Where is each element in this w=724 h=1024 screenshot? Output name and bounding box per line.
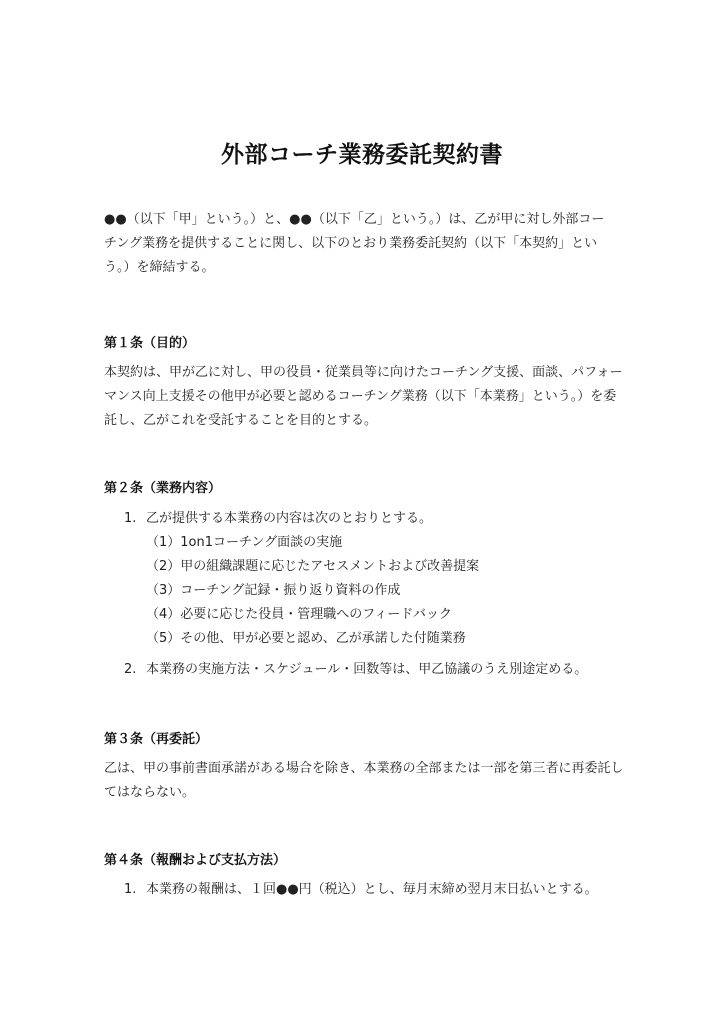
article-1-line: 本契約は、甲が乙に対し、甲の役員・従業員等に向けたコーチング支援、面談、パフォー — [104, 365, 623, 380]
item-number: 2. — [124, 662, 137, 677]
article-2-item-2 — [124, 658, 587, 682]
item-text: 乙が提供する本業務の内容は次のとおりとする。 — [146, 511, 433, 526]
item-text: 本業務の実施方法・スケジュール・回数等は、甲乙協議のうえ別途定める。 — [146, 662, 588, 677]
article-3-heading: 第３条（再委託） — [104, 732, 209, 747]
article-1-line: 託し、乙がこれを受託することを目的とする。 — [104, 413, 378, 428]
article-1-body — [104, 361, 624, 433]
article-3-line: てはならない。 — [104, 785, 196, 800]
article-1-heading: 第１条（目的） — [104, 336, 196, 351]
article-2-subitem-2: （2）甲の組織課題に応じたアセスメントおよび改善提案 — [146, 559, 480, 574]
article-3-body — [104, 757, 624, 805]
article-2-heading: 第２条（業務内容） — [104, 481, 222, 496]
item-text: 本業務の報酬は、１回●●円（税込）とし、毎月末締め翌月末日払いとする。 — [146, 882, 598, 897]
article-3-line: 乙は、甲の事前書面承諾がある場合を除き、本業務の全部または一部を第三者に再委託し — [104, 761, 624, 776]
preamble-line: ●●（以下「甲」という。）と、●●（以下「乙」という。）は、乙が甲に対し外部コー — [104, 212, 605, 227]
article-2-item-1 — [124, 507, 432, 531]
article-4-heading: 第４条（報酬および支払方法） — [104, 853, 287, 868]
article-2-subitem-3: （3）コーチング記録・振り返り資料の作成 — [146, 583, 401, 598]
article-2-subitem-1: （1）1on1コーチング面談の実施 — [146, 535, 343, 550]
article-2-subitem-4: （4）必要に応じた役員・管理職へのフィードバック — [146, 607, 452, 622]
article-4-item-1 — [124, 878, 598, 902]
document-title: 外部コーチ業務委託契約書 — [221, 142, 503, 168]
preamble — [104, 208, 624, 280]
preamble-line: う。）を締結する。 — [104, 260, 215, 275]
item-number: 1. — [124, 511, 137, 526]
article-1-line: マンス向上支援その他甲が必要と認めるコーチング業務（以下「本業務」という。）を委 — [104, 389, 617, 404]
item-number: 1. — [124, 882, 137, 897]
preamble-line: チング業務を提供することに関し、以下のとおり業務委託契約（以下「本契約」とい — [104, 236, 598, 251]
article-2-subitem-5: （5）その他、甲が必要と認め、乙が承諾した付随業務 — [146, 631, 466, 646]
